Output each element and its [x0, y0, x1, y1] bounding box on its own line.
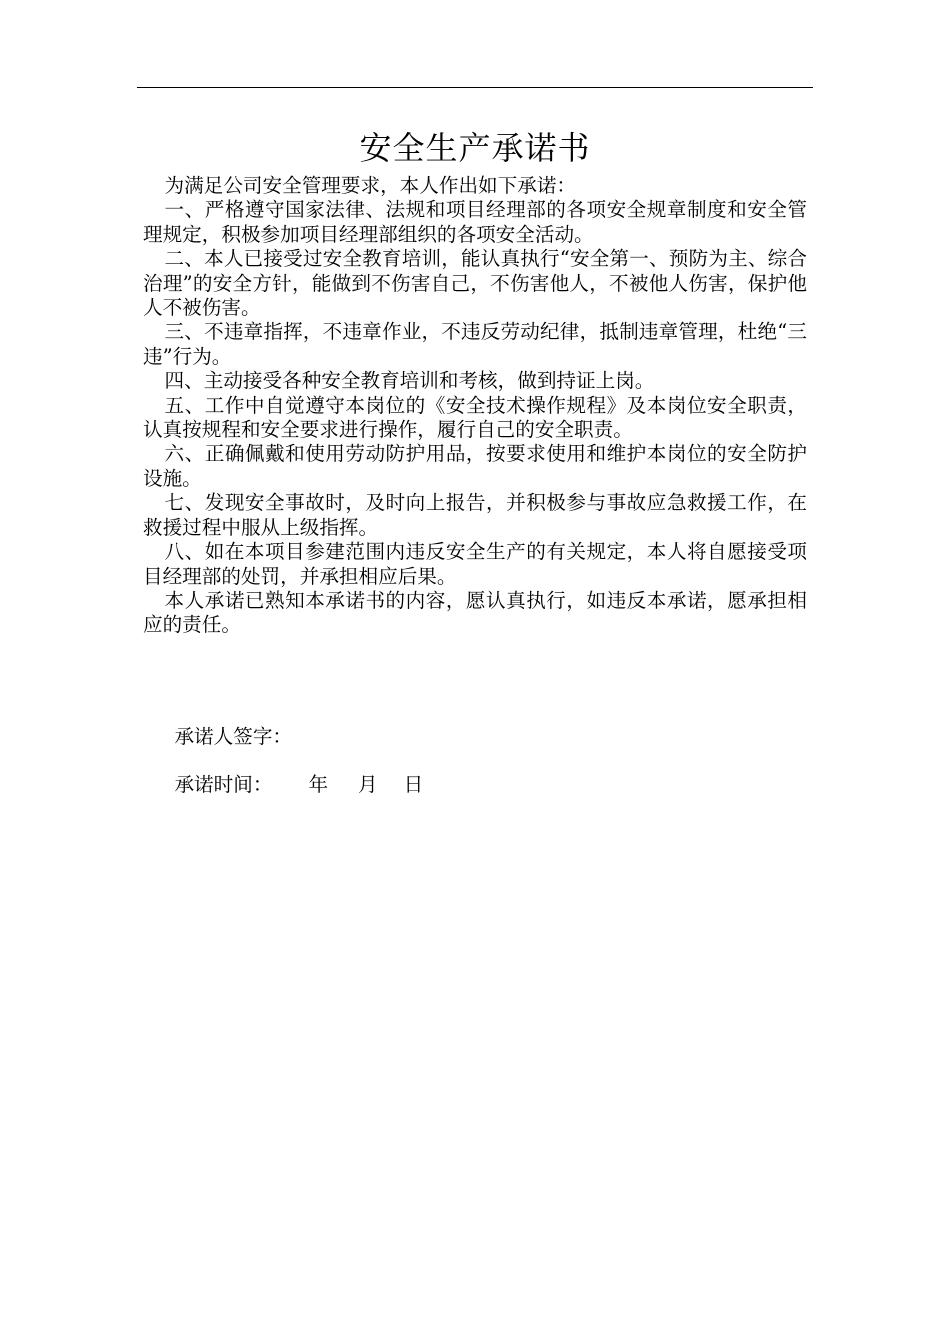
clause-1: 一、严格遵守国家法律、法规和项目经理部的各项安全规章制度和安全管理规定，积极参加项目经理部组织的各项安全活动。	[143, 198, 807, 246]
closing-paragraph: 本人承诺已熟知本承诺书的内容，愿认真执行，如违反本承诺，愿承担相应的责任。	[143, 588, 807, 637]
date-month: 月	[358, 773, 378, 796]
clause-4: 四、主动接受各种安全教育培训和考核，做到持证上岗。	[164, 369, 655, 393]
date-year: 年	[308, 773, 329, 796]
intro-paragraph: 为满足公司安全管理要求，本人作出如下承诺：	[164, 174, 577, 197]
clause-3: 三、不违章指挥，不违章作业，不违反劳动纪律，抵制违章管理，杜绝“三违”行为。	[143, 320, 807, 368]
clause-7: 七、发现安全事故时，及时向上报告，并积极参与事故应急救援工作，在救援过程中服从上级指挥。	[143, 491, 807, 539]
date-line	[162, 746, 423, 798]
header-rule	[137, 87, 813, 88]
signature-line	[162, 698, 292, 750]
date-label: 承诺时间：	[174, 773, 273, 796]
date-day: 日	[403, 773, 424, 796]
clause-2: 二、本人已接受过安全教育培训，能认真执行“安全第一、预防为主、综合治理”的安全方针，能做到不伤害自己，不伤害他人，不被他人伤害，保护他人不被伤害。	[143, 247, 807, 320]
signature-label: 承诺人签字：	[174, 725, 293, 748]
document-body	[143, 174, 807, 638]
document-title: 安全生产承诺书	[359, 129, 591, 167]
clause-5: 五、工作中自觉遵守本岗位的《安全技术操作规程》及本岗位安全职责，认真按规程和安全要求进行操作，履行自己的安全职责。	[143, 393, 807, 442]
clause-6: 六、正确佩戴和使用劳动防护用品，按要求使用和维护本岗位的安全防护设施。	[143, 442, 807, 490]
clause-8: 八、如在本项目参建范围内违反安全生产的有关规定，本人将自愿接受项目经理部的处罚，并承担相应后果。	[143, 540, 807, 588]
